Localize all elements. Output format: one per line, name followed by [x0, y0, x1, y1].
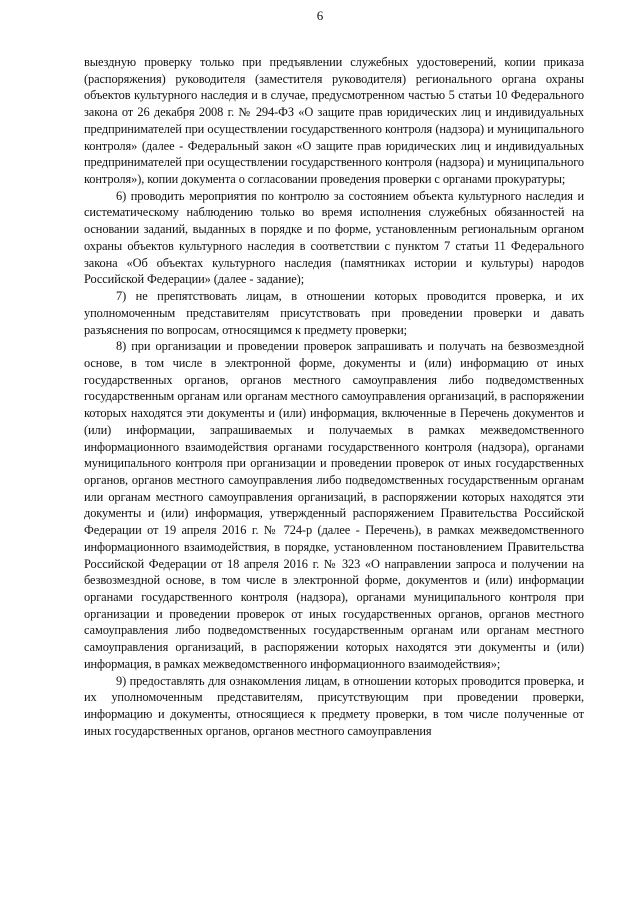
paragraph-item-8: 8) при организации и проведении проверок запрашивать и получать на безвозмездной основе, в том числе в электронной форме, документы и (или) информацию от иных государственных органов, органов местного самоуправления либо подведомственных государственным органам или органам местного самоуправления организаций, в распоряжении которых находятся эти документы и (или) информация, включенные в Перечень документов и (или) информации, запрашиваемых и получаемых в рамках межведомственного информационного взаимодействия органами государственного контроля (надзора), органами муниципального контроля при организации и проведении проверок от иных государственных органов, органов местного самоуправления либо подведомственных государственным органам или органам местного самоуправления организаций, в распоряжении которых находятся эти документы и (или) информация, утвержденный распоряжением Правительства Российской Федерации от 19 апреля 2016 г. № 724-р (далее - Перечень), в рамках межведомственного информационного взаимодействия, в порядке, установленном постановлением Правительства Российской Федерации от 18 апреля 2016 г. № 323 «О направлении запроса и получении на безвозмездной основе, в том числе в электронной форме, документов и (или) информации органами государственного контроля (надзора), органами муниципального контроля при организации и проведении проверок от иных государственных органов, органов местного самоуправления либо подведомственных государственным органам или органам местного самоуправления организаций, в распоряжении которых находятся эти документы и (или) информация, в рамках межведомственного информационного взаимодействия»;: [84, 339, 584, 671]
paragraph-item-7: 7) не препятствовать лицам, в отношении которых проводится проверка, и их уполномоченным представителям присутствовать при проведении проверки и давать разъяснения по вопросам, относящимся к предмету проверки;: [84, 289, 584, 337]
paragraph-item-9: 9) предоставлять для ознакомления лицам, в отношении которых проводится проверка, и их уполномоченным представителям, присутствующим при проведении проверки, информацию и документы, относящиеся к предмету проверки, в том числе полученные от иных государственных органов, органов местного самоуправления: [84, 673, 584, 738]
page-number: 6: [316, 8, 324, 23]
document-body: [84, 54, 584, 739]
paragraph-continuation: выездную проверку только при предъявлении служебных удостоверений, копии приказа (распоряжения) руководителя (заместителя руководителя) регионального органа охраны объектов культурного наследия и в случае, предусмотренном частью 5 статьи 10 Федерального закона от 26 декабря 2008 г. № 294-ФЗ «О защите прав юридических лиц и индивидуальных предпринимателей при осуществлении государственного контроля (надзора) и муниципального контроля» (далее - Федеральный закон «О защите прав юридических лиц и индивидуальных предпринимателей при осуществлении государственного контроля (надзора) и муниципального контроля»), копии документа о согласовании проведения проверки с органами прокуратуры;: [84, 55, 584, 187]
paragraph-item-6: 6) проводить мероприятия по контролю за состоянием объекта культурного наследия и систематическому наблюдению только во время исполнения служебных обязанностей на основании заданий, выданных в порядке и по форме, установленным региональным органом охраны объектов культурного наследия в соответствии с пунктом 7 статьи 11 Федерального закона «Об объектах культурного наследия (памятниках истории и культуры) народов Российской Федерации» (далее - задание);: [84, 188, 584, 287]
